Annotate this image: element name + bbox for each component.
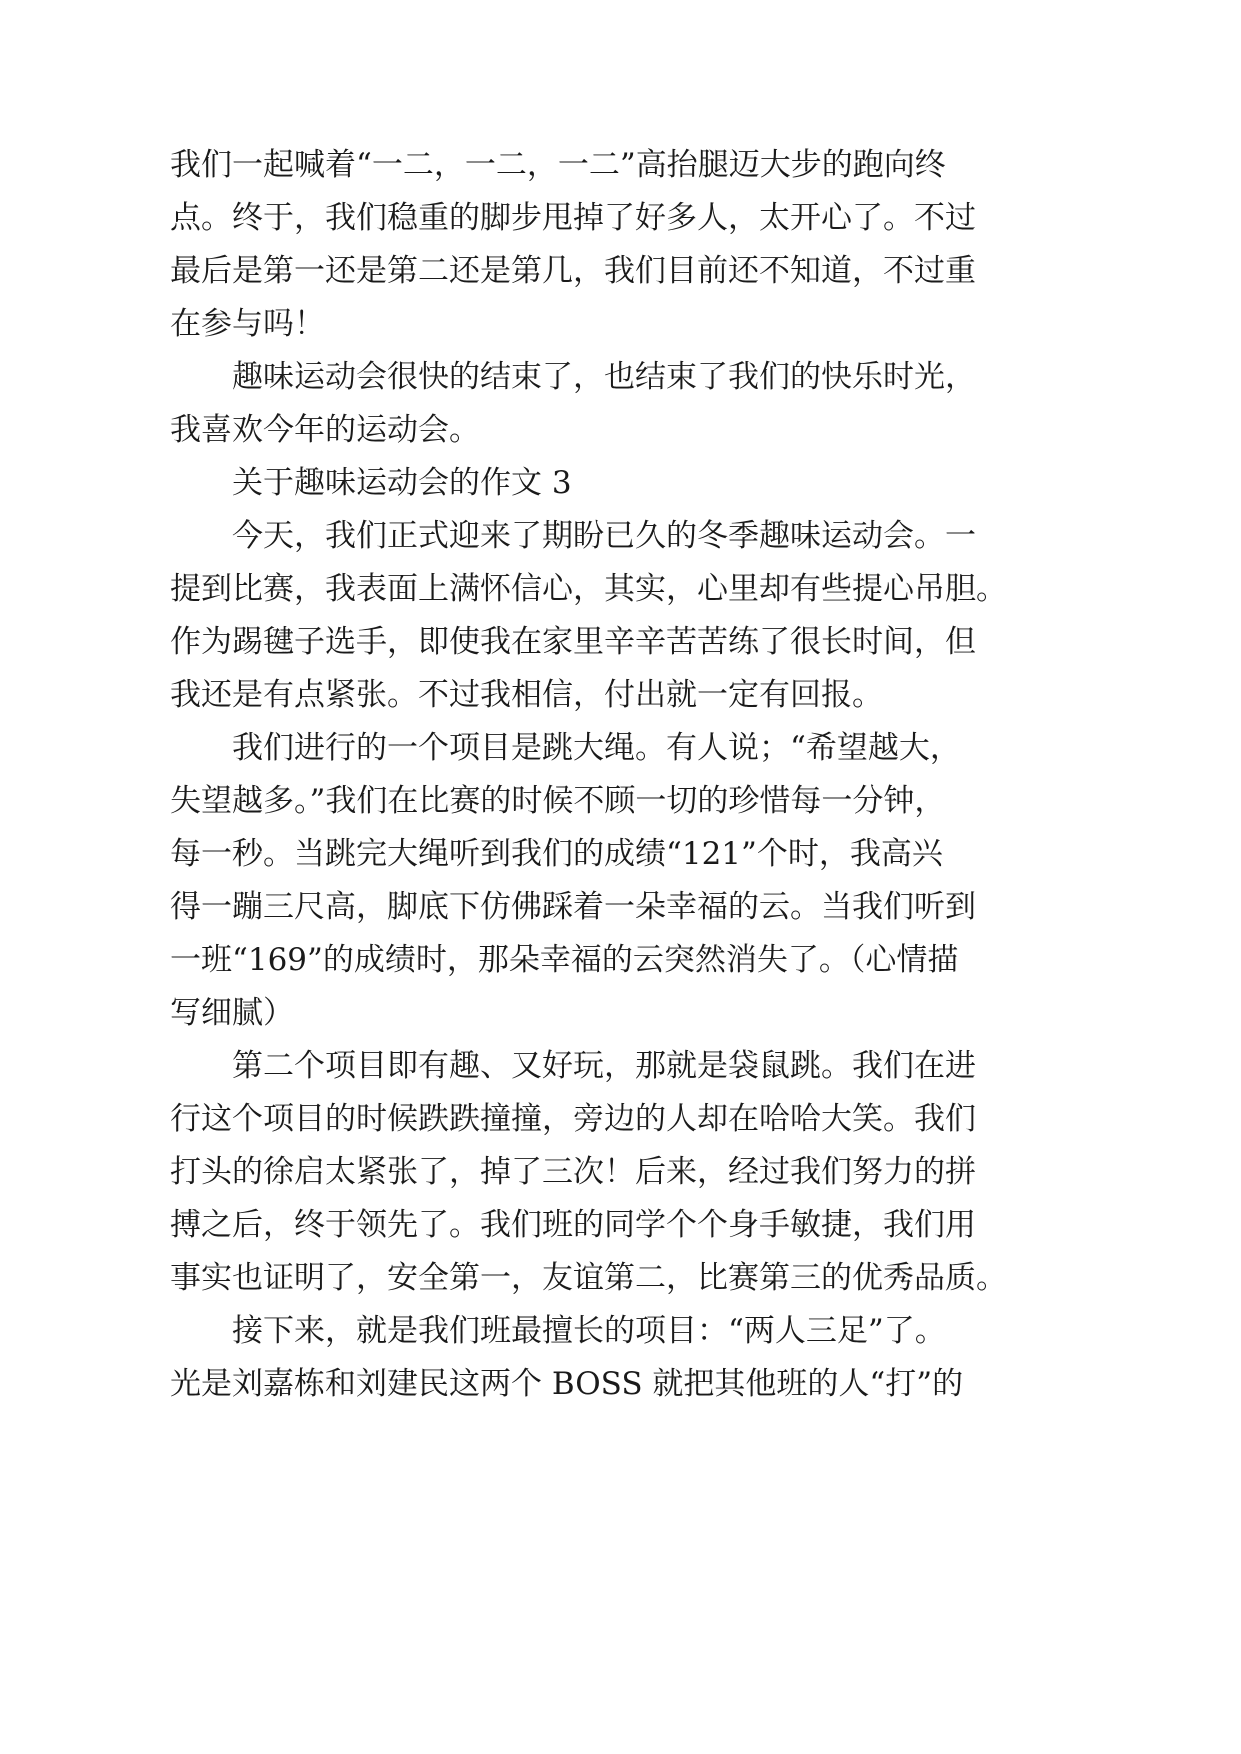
text-line: 事实也证明了，安全第一，友谊第二，比赛第三的优秀品质。 — [170, 1260, 1007, 1296]
text-line: 今天，我们正式迎来了期盼已久的冬季趣味运动会。一 — [232, 518, 976, 554]
text-line: 每一秒。当跳完大绳听到我们的成绩“121”个时，我高兴 — [170, 836, 943, 872]
text-line: 点。终于，我们稳重的脚步甩掉了好多人，太开心了。不过 — [170, 200, 976, 236]
text-line: 光是刘嘉栋和刘建民这两个 BOSS 就把其他班的人“打”的 — [170, 1366, 964, 1402]
text-line: 一班“169”的成绩时，那朵幸福的云突然消失了。（心情描 — [170, 942, 959, 978]
text-line: 搏之后，终于领先了。我们班的同学个个身手敏捷，我们用 — [170, 1207, 976, 1243]
text-line: 提到比赛，我表面上满怀信心，其实，心里却有些提心吊胆。 — [170, 571, 1007, 607]
text-line: 第二个项目即有趣、又好玩，那就是袋鼠跳。我们在进 — [232, 1048, 976, 1084]
text-line: 我们进行的一个项目是跳大绳。有人说；“希望越大， — [232, 730, 961, 766]
text-line: 写细腻） — [170, 995, 294, 1031]
text-line: 在参与吗！ — [170, 306, 325, 342]
text-line: 我喜欢今年的运动会。 — [170, 412, 480, 448]
text-line: 我还是有点紧张。不过我相信，付出就一定有回报。 — [170, 677, 883, 713]
text-line: 失望越多。”我们在比赛的时候不顾一切的珍惜每一分钟， — [170, 783, 946, 819]
text-line: 打头的徐启太紧张了，掉了三次！后来，经过我们努力的拼 — [170, 1154, 976, 1190]
text-line: 我们一起喊着“一二，一二，一二”高抬腿迈大步的跑向终 — [170, 147, 946, 183]
text-line: 得一蹦三尺高，脚底下仿佛踩着一朵幸福的云。当我们听到 — [170, 889, 976, 925]
section-heading: 关于趣味运动会的作文 3 — [232, 465, 572, 501]
text-line: 趣味运动会很快的结束了，也结束了我们的快乐时光， — [232, 359, 976, 395]
text-line: 接下来，就是我们班最擅长的项目：“两人三足”了。 — [232, 1313, 946, 1349]
text-line: 最后是第一还是第二还是第几，我们目前还不知道，不过重 — [170, 253, 976, 289]
text-line: 行这个项目的时候跌跌撞撞，旁边的人却在哈哈大笑。我们 — [170, 1101, 976, 1137]
text-line: 作为踢毽子选手，即使我在家里辛辛苦苦练了很长时间，但 — [170, 624, 976, 660]
